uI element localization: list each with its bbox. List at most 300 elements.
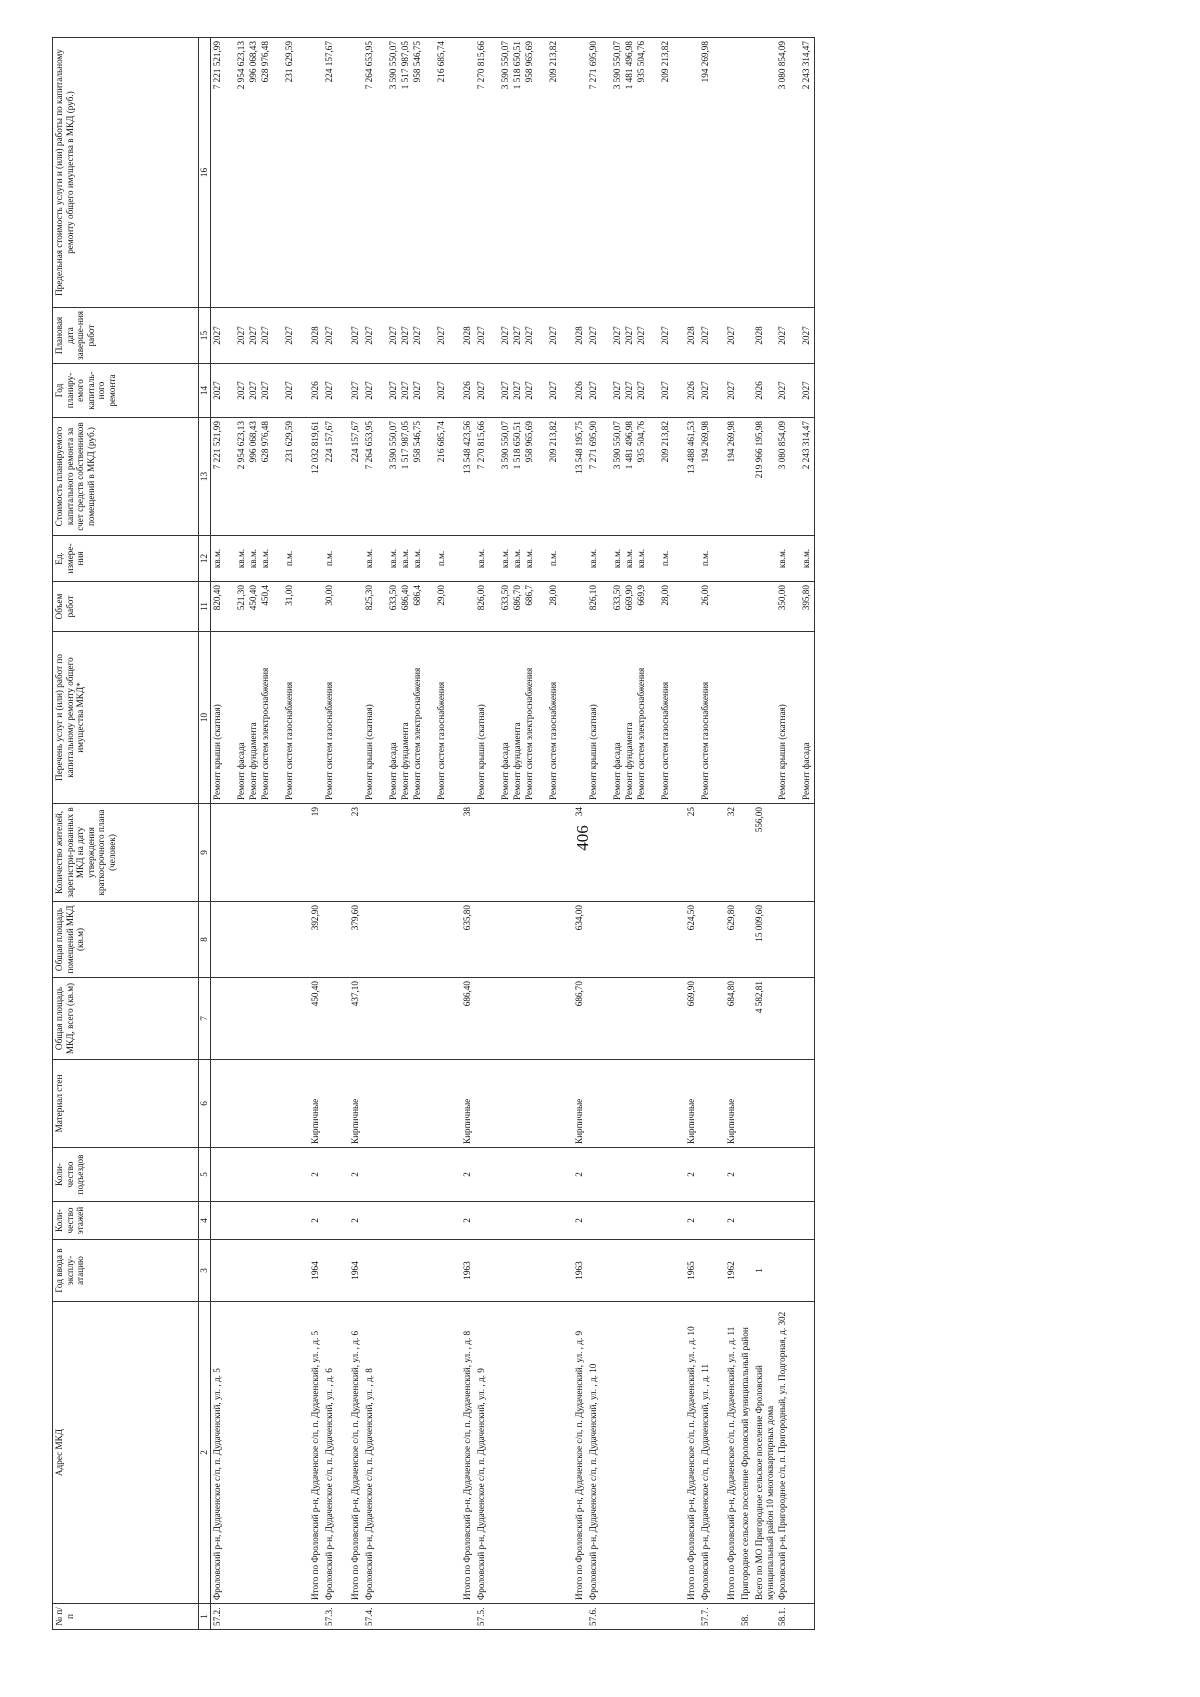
work-item: Ремонт фасада [236,742,246,800]
work-item [726,635,738,800]
work-volume: 28,00 [548,585,558,606]
row-number [349,1604,363,1630]
work-volume: 669,9 [636,585,646,606]
unit: кв.м. [476,548,486,569]
residents: 19 [309,804,323,902]
unit: п.м. [436,550,446,567]
column-number: 2 [199,1302,211,1604]
completion-date: 2028 [754,326,764,345]
work-item [686,635,698,800]
repair-year-cell [739,364,753,418]
limit-cost [754,41,766,304]
completion-date: 2027 [777,326,788,345]
work-volume: 28,00 [660,585,670,606]
premises-area [776,902,815,978]
limit-cost: 3 080 854,09 [777,41,788,90]
planned-cost: 2 954 623,13 [236,421,246,470]
column-numbers [199,38,211,1630]
row-number [725,1604,739,1630]
repair-year-cell [363,364,461,418]
work-item: Ремонт фундамента [512,722,522,800]
work-item: Ремонт крыши (скатная) [476,704,486,800]
work-item-cell [685,632,699,804]
row-number: 57.6. [587,1604,685,1630]
planned-cost: 7 221 521,99 [212,421,222,470]
entrances [739,1148,753,1202]
total-area: 4 582,81 [753,978,776,1060]
completion-date-cell [725,308,739,364]
planned-cost-cell [349,418,363,536]
entrances [211,1148,310,1202]
address: Фроловский р-н, Дудаченское с/п, п. Дудаченский, ул. , д. 6 [323,1302,349,1604]
residents: 32 [725,804,739,902]
limit-cost-cell [776,38,815,308]
planned-cost: 958 965,69 [524,421,534,463]
work-item-cell [776,632,815,804]
unit [686,539,698,578]
work-volume: 686,4 [412,585,422,606]
residents: 38 [461,804,475,902]
unit: кв.м. [636,548,646,569]
column-number: 10 [199,632,211,804]
limit-cost [462,41,474,304]
work-item-cell [739,632,753,804]
work-volume [462,585,474,628]
repair-year: 2027 [212,381,222,400]
total-area [699,978,725,1060]
wall-material [363,1060,461,1148]
limit-cost: 1 517 987,05 [400,41,410,90]
unit: кв.м. [512,548,522,569]
work-volume-cell [211,582,310,632]
wall-material [475,1060,573,1148]
work-item [310,635,322,800]
address: Итого по Фроловский р-н, Дудаченское с/п, п. Дудаченский, ул. , д. 9 [573,1302,587,1604]
work-volume-cell [323,582,349,632]
entrances [753,1148,776,1202]
planned-cost: 1 518 650,51 [512,421,522,470]
year-built: 1963 [573,1240,587,1302]
header-col-3: Год ввода в эксплу-атацию [53,1240,199,1302]
repair-year-cell [323,364,349,418]
residents [776,804,815,902]
unit: кв.м. [624,548,634,569]
planned-cost: 3 590 550,07 [500,421,510,470]
planned-cost-cell [699,418,725,536]
row-number: 57.2. [211,1604,310,1630]
table-row [685,38,699,1630]
column-number: 9 [199,804,211,902]
premises-area: 629,80 [725,902,739,978]
completion-date: 2027 [700,326,710,345]
work-volume: 450,4 [260,585,270,606]
limit-cost-cell [753,38,776,308]
page-number: 406 [573,825,592,851]
completion-date-cell [699,308,725,364]
unit: кв.м. [364,548,374,569]
premises-area [211,902,310,978]
unit: кв.м. [612,548,622,569]
repair-year: 2027 [324,381,334,400]
column-number: 11 [199,582,211,632]
work-item [754,635,766,800]
unit-cell [587,536,685,582]
header-col-1: № п/п [53,1604,199,1630]
work-volume-cell [739,582,753,632]
work-item: Ремонт крыши (скатная) [212,704,222,800]
completion-date: 2028 [686,326,696,345]
floors [587,1202,685,1240]
repair-year: 2027 [512,381,522,400]
row-number: 58.1. [776,1604,815,1630]
work-volume: 686,40 [400,585,410,611]
premises-area [323,902,349,978]
total-area: 669,90 [685,978,699,1060]
unit-cell [309,536,323,582]
repair-year: 2027 [350,381,360,400]
unit [350,539,362,578]
table-row [699,38,725,1630]
column-number: 14 [199,364,211,418]
entrances: 2 [725,1148,739,1202]
entrances: 2 [573,1148,587,1202]
entrances [699,1148,725,1202]
premises-area [587,902,685,978]
unit: кв.м. [212,548,222,569]
column-number: 12 [199,536,211,582]
table-row [461,38,475,1630]
completion-date-cell [587,308,685,364]
work-volume [574,585,586,628]
header-col-11: Объем работ [53,582,199,632]
completion-date: 2027 [248,326,258,345]
unit [462,539,474,578]
repair-year: 2027 [777,381,788,400]
year-built: 1 [753,1240,776,1302]
residents [211,804,310,902]
wall-material [739,1060,753,1148]
work-item-cell [587,632,685,804]
repair-year [740,367,752,414]
limit-cost: 958 965,69 [524,41,534,83]
residents: 34 [573,804,587,902]
table-row [739,38,753,1630]
work-volume: 825,30 [364,585,374,611]
floors [211,1202,310,1240]
total-area [587,978,685,1060]
planned-cost: 13 548 423,56 [462,421,472,474]
completion-date-cell [753,308,776,364]
work-volume: 686,7 [524,585,534,606]
planned-cost: 13 488 461,53 [686,421,696,474]
premises-area: 635,80 [461,902,475,978]
table-body [211,38,815,1630]
header-col-4: Коли-чество этажей [53,1202,199,1240]
completion-date: 2027 [660,326,670,345]
completion-date: 2027 [350,326,360,345]
residents [475,804,573,902]
work-item-cell [309,632,323,804]
floors: 2 [725,1202,739,1240]
planned-cost [740,421,752,532]
work-item: Ремонт крыши (скатная) [588,704,598,800]
premises-area: 15 009,60 [753,902,776,978]
unit-cell [699,536,725,582]
unit: кв.м. [388,548,398,569]
planned-cost: 3 590 550,07 [388,421,398,470]
floors [753,1202,776,1240]
floors [739,1202,753,1240]
year-built: 1962 [725,1240,739,1302]
unit: кв.м. [524,548,534,569]
work-volume-cell [725,582,739,632]
work-volume: 450,40 [248,585,258,611]
total-area [323,978,349,1060]
work-item: Ремонт систем газоснабжения [324,681,334,800]
work-item: Ремонт фасада [388,742,398,800]
capital-repair-table [52,37,815,1630]
limit-cost-cell [587,38,685,308]
total-area [363,978,461,1060]
entrances [363,1148,461,1202]
completion-date-cell [461,308,475,364]
completion-date: 2027 [412,326,422,345]
work-item-cell [725,632,739,804]
work-volume [350,585,362,628]
limit-cost-cell [211,38,310,308]
planned-cost-cell [739,418,753,536]
repair-year-cell [461,364,475,418]
planned-cost: 958 546,75 [412,421,422,463]
completion-date: 2027 [364,326,374,345]
completion-date: 2027 [236,326,246,345]
limit-cost [686,41,698,304]
repair-year-cell [776,364,815,418]
work-volume [310,585,322,628]
work-volume: 521,30 [236,585,246,611]
completion-date: 2027 [324,326,334,345]
table-row [587,38,685,1630]
entrances: 2 [349,1148,363,1202]
work-item-cell [475,632,573,804]
table-row [323,38,349,1630]
residents [323,804,349,902]
planned-cost: 3 590 550,07 [612,421,622,470]
wall-material [753,1060,776,1148]
planned-cost: 216 685,74 [436,421,446,463]
planned-cost: 194 269,98 [700,421,710,463]
work-volume: 31,00 [284,585,294,606]
repair-year: 2027 [660,381,670,400]
work-item: Ремонт систем газоснабжения [700,681,710,800]
work-volume: 826,00 [476,585,486,611]
wall-material [323,1060,349,1148]
completion-date: 2027 [476,326,486,345]
limit-cost: 3 590 550,07 [388,41,398,90]
limit-cost: 958 546,75 [412,41,422,83]
work-item: Ремонт фасада [612,742,622,800]
limit-cost: 1 518 650,51 [512,41,522,90]
total-area: 450,40 [309,978,323,1060]
planned-cost: 231 629,59 [284,421,294,463]
address: Пригородное сельское поселение Фроловский муниципальный район [739,1302,753,1604]
limit-cost-cell [739,38,753,308]
planned-cost: 2 243 314,47 [801,421,812,470]
unit-cell [461,536,475,582]
completion-date: 2027 [801,326,812,345]
column-number: 7 [199,978,211,1060]
total-area: 684,80 [725,978,739,1060]
work-item: Ремонт систем газоснабжения [660,681,670,800]
planned-cost: 3 080 854,09 [777,421,788,470]
unit-cell [475,536,573,582]
repair-year-cell [699,364,725,418]
repair-year-cell [573,364,587,418]
repair-year-cell [753,364,776,418]
work-item-cell [349,632,363,804]
unit-cell [685,536,699,582]
repair-year: 2027 [436,381,446,400]
completion-date-cell [211,308,310,364]
residents [699,804,725,902]
header-col-16: Предельная стоимость услуги и (или) работы по капитальному ремонту общего имущества в МКД (руб.) [53,38,199,308]
work-volume: 30,00 [324,585,334,606]
planned-cost: 1 481 496,98 [624,421,634,470]
completion-date-cell [685,308,699,364]
premises-area: 392,90 [309,902,323,978]
limit-cost: 7 270 815,66 [476,41,486,90]
work-item: Ремонт фундамента [248,722,258,800]
row-number: 57.4. [363,1604,461,1630]
completion-date: 2027 [548,326,558,345]
completion-date-cell [475,308,573,364]
table-row [363,38,461,1630]
address: Итого по Фроловский р-н, Дудаченское с/п, п. Дудаченский, ул. , д. 10 [685,1302,699,1604]
work-item-cell [753,632,776,804]
limit-cost-cell [699,38,725,308]
repair-year: 2027 [624,381,634,400]
planned-cost-cell [753,418,776,536]
wall-material: Кирпичные [349,1060,363,1148]
entrances: 2 [461,1148,475,1202]
limit-cost-cell [349,38,363,308]
floors [323,1202,349,1240]
completion-date-cell [363,308,461,364]
unit [726,539,738,578]
header-col-5: Коли-чество подъездов [53,1148,199,1202]
wall-material: Кирпичные [685,1060,699,1148]
work-item [350,635,362,800]
wall-material: Кирпичные [725,1060,739,1148]
premises-area: 634,00 [573,902,587,978]
limit-cost: 996 068,43 [248,41,258,83]
table-row [776,38,815,1630]
row-number [753,1604,776,1630]
entrances: 2 [309,1148,323,1202]
completion-date: 2027 [726,326,736,345]
table-row [475,38,573,1630]
year-built [475,1240,573,1302]
header-col-14: Год планиру-емого капиталь-ного ремонта [53,364,199,418]
table-row [725,38,739,1630]
floors: 2 [685,1202,699,1240]
wall-material: Кирпичные [573,1060,587,1148]
limit-cost [726,41,738,304]
repair-year: 2027 [388,381,398,400]
work-item-cell [323,632,349,804]
work-volume-cell [475,582,573,632]
address: Итого по Фроловский р-н, Дудаченское с/п, п. Дудаченский, ул. , д. 6 [349,1302,363,1604]
repair-year-cell [349,364,363,418]
table-row [309,38,323,1630]
column-number: 15 [199,308,211,364]
limit-cost: 194 269,98 [700,41,710,83]
planned-cost: 219 966 195,98 [754,421,764,479]
residents [739,804,753,902]
work-volume: 669,90 [624,585,634,611]
completion-date: 2027 [284,326,294,345]
column-number: 5 [199,1148,211,1202]
repair-year: 2027 [636,381,646,400]
planned-cost: 1 517 987,05 [400,421,410,470]
work-volume: 633,50 [612,585,622,611]
limit-cost-cell [573,38,587,308]
completion-date: 2028 [574,326,584,345]
planned-cost: 935 504,76 [636,421,646,463]
wall-material: Кирпичные [309,1060,323,1148]
completion-date: 2027 [212,326,222,345]
completion-date: 2027 [636,326,646,345]
work-volume: 29,00 [436,585,446,606]
table-header [53,38,199,1630]
planned-cost: 12 032 819,61 [310,421,320,474]
work-item-cell [211,632,310,804]
total-area [739,978,753,1060]
unit: п.м. [700,550,710,567]
residents [587,804,685,902]
wall-material [699,1060,725,1148]
work-item-cell [363,632,461,804]
unit: кв.м. [777,548,788,569]
premises-area [475,902,573,978]
work-volume: 633,50 [500,585,510,611]
planned-cost: 996 068,43 [248,421,258,463]
residents: 25 [685,804,699,902]
work-volume [726,585,738,628]
planned-cost: 7 271 695,90 [588,421,598,470]
limit-cost: 1 481 496,98 [624,41,634,90]
unit: кв.м. [412,548,422,569]
planned-cost: 194 269,98 [726,421,736,463]
header-col-8: Общая площадь помещений МКД (кв.м) [53,902,199,978]
floors: 2 [349,1202,363,1240]
total-area [776,978,815,1060]
planned-cost: 224 157,67 [350,421,360,463]
work-volume-cell [363,582,461,632]
work-volume [686,585,698,628]
unit-cell [363,536,461,582]
row-number [685,1604,699,1630]
repair-year-cell [211,364,310,418]
repair-year: 2027 [500,381,510,400]
repair-year: 2027 [524,381,534,400]
limit-cost: 209 213,82 [548,41,558,83]
completion-date: 2027 [612,326,622,345]
work-item: Ремонт систем газоснабжения [548,681,558,800]
row-number [309,1604,323,1630]
work-volume [740,585,752,628]
unit: кв.м. [260,548,270,569]
